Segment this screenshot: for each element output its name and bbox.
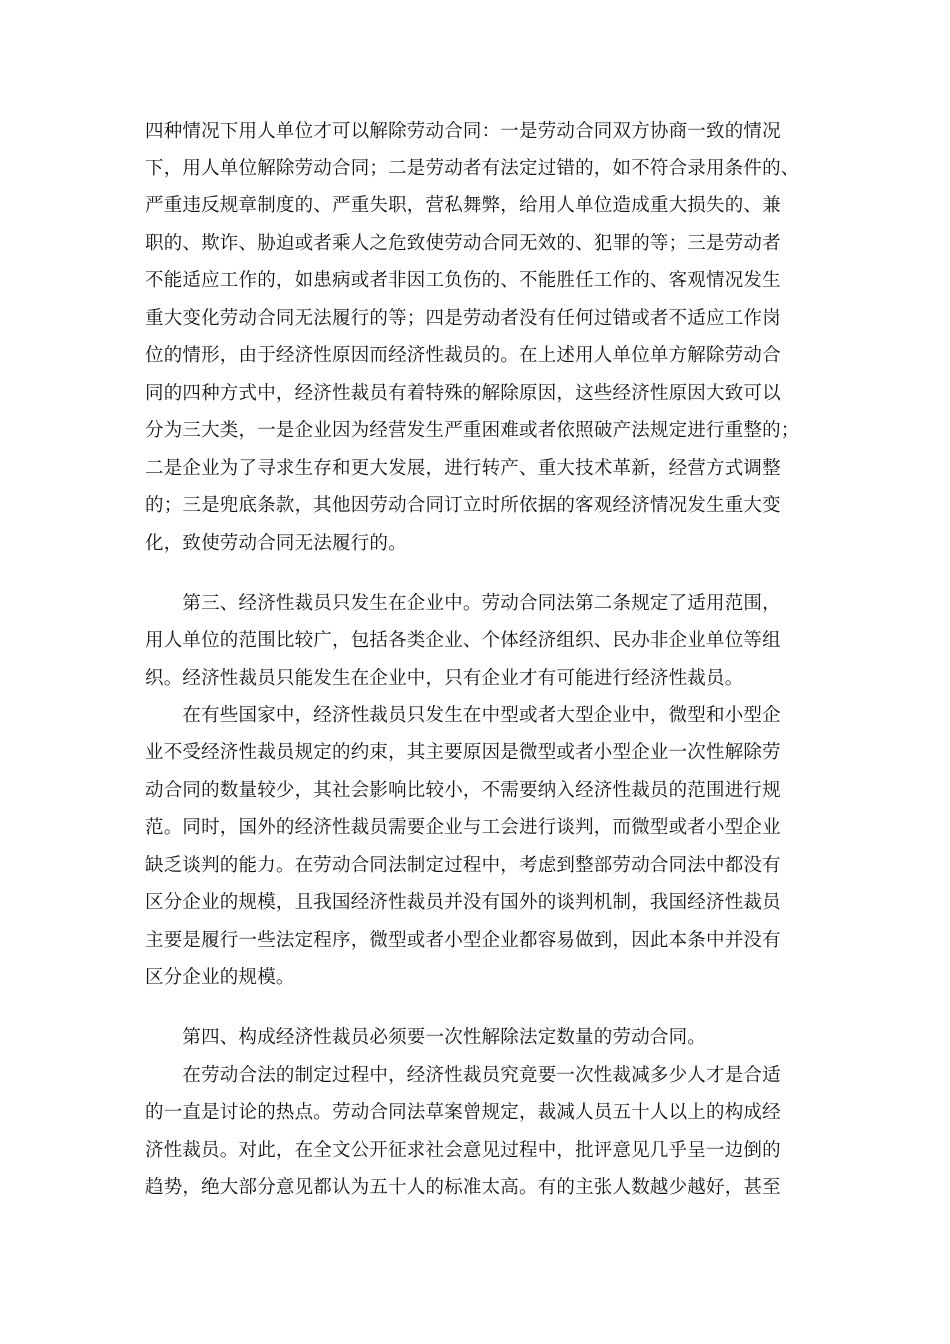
text-line: 第三、经济性裁员只发生在企业中。劳动合同法第二条规定了适用范围， <box>145 593 781 614</box>
text-line: 分为三大类，一是企业因为经营发生严重困难或者依照破产法规定进行重整的； <box>145 420 800 441</box>
text-line: 在劳动合法的制定过程中，经济性裁员究竟要一次性裁减多少人才是合适 <box>145 1065 781 1086</box>
text-line: 趋势，绝大部分意见都认为五十人的标准太高。有的主张人数越少越好，甚至 <box>145 1177 781 1198</box>
text-line: 业不受经济性裁员规定的约束，其主要原因是微型或者小型企业一次性解除劳 <box>145 742 781 763</box>
text-line: 第四、构成经济性裁员必须要一次性解除法定数量的劳动合同。 <box>145 1027 707 1048</box>
text-line: 职的、欺诈、胁迫或者乘人之危致使劳动合同无效的、犯罪的等；三是劳动者 <box>145 233 781 254</box>
text-line: 在有些国家中，经济性裁员只发生在中型或者大型企业中，微型和小型企 <box>145 705 781 726</box>
text-line: 济性裁员。对此，在全文公开征求社会意见过程中，批评意见几乎呈一边倒的 <box>145 1140 781 1161</box>
text-line: 区分企业的规模，且我国经济性裁员并没有国外的谈判机制，我国经济性裁员 <box>145 892 781 913</box>
text-line: 重大变化劳动合同无法履行的等；四是劳动者没有任何过错或者不适应工作岗 <box>145 308 781 329</box>
text-line: 区分企业的规模。 <box>145 967 295 988</box>
text-line: 不能适应工作的，如患病或者非因工负伤的、不能胜任工作的、客观情况发生 <box>145 270 781 291</box>
text-line: 用人单位的范围比较广，包括各类企业、个体经济组织、民办非企业单位等组 <box>145 630 781 651</box>
text-line: 二是企业为了寻求生存和更大发展，进行转产、重大技术革新，经营方式调整 <box>145 458 781 479</box>
text-line: 位的情形，由于经济性原因而经济性裁员的。在上述用人单位单方解除劳动合 <box>145 345 781 366</box>
text-line: 同的四种方式中，经济性裁员有着特殊的解除原因，这些经济性原因大致可以 <box>145 383 781 404</box>
text-line: 的一直是讨论的热点。劳动合同法草案曾规定，裁减人员五十人以上的构成经 <box>145 1102 781 1123</box>
text-line: 缺乏谈判的能力。在劳动合同法制定过程中，考虑到整部劳动合同法中都没有 <box>145 855 781 876</box>
text-line: 四种情况下用人单位才可以解除劳动合同：一是劳动合同双方协商一致的情况 <box>145 121 781 142</box>
text-line: 化，致使劳动合同无法履行的。 <box>145 533 407 554</box>
text-line: 严重违反规章制度的、严重失职，营私舞弊，给用人单位造成重大损失的、兼 <box>145 195 781 216</box>
text-line: 动合同的数量较少，其社会影响比较小，不需要纳入经济性裁员的范围进行规 <box>145 780 781 801</box>
text-line: 主要是履行一些法定程序，微型或者小型企业都容易做到，因此本条中并没有 <box>145 930 781 951</box>
text-line: 下，用人单位解除劳动合同；二是劳动者有法定过错的，如不符合录用条件的、 <box>145 158 800 179</box>
text-line: 范。同时，国外的经济性裁员需要企业与工会进行谈判，而微型或者小型企业 <box>145 817 781 838</box>
text-line: 的；三是兜底条款，其他因劳动合同订立时所依据的客观经济情况发生重大变 <box>145 495 781 516</box>
text-line: 织。经济性裁员只能发生在企业中，只有企业才有可能进行经济性裁员。 <box>145 668 744 689</box>
